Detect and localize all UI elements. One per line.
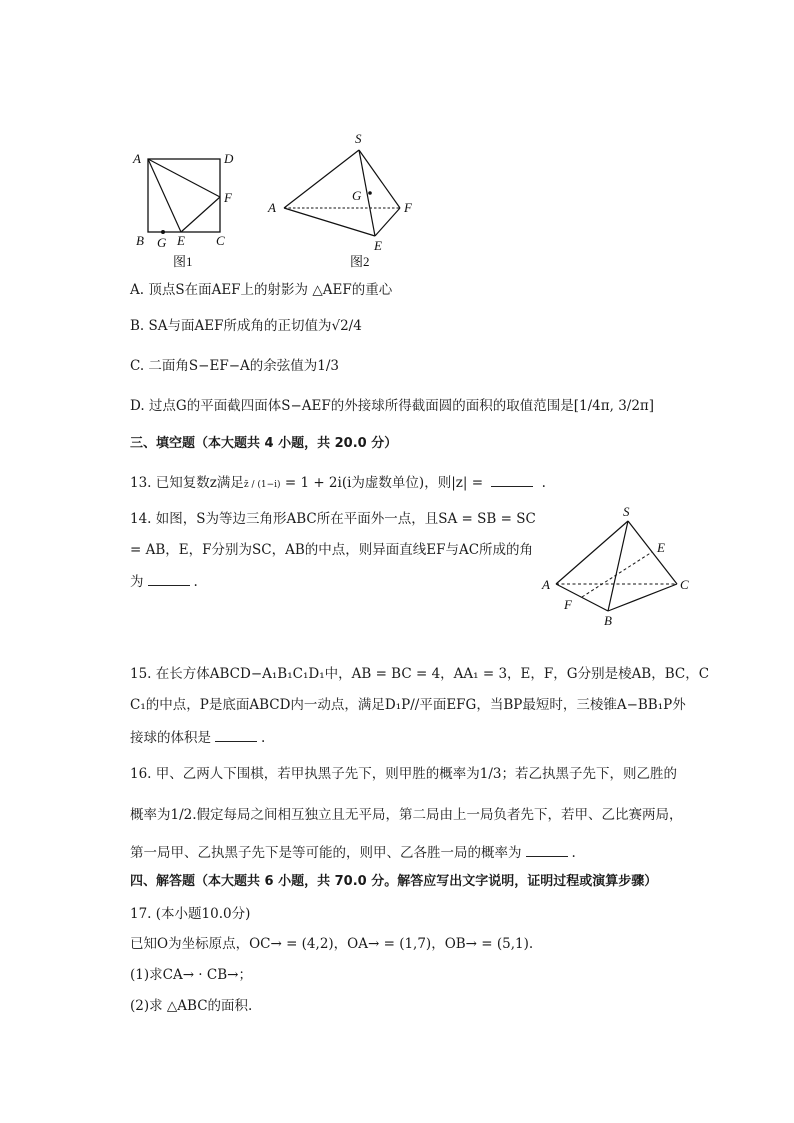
fig1-label-c: C [216, 233, 225, 248]
fig3-label-s: S [623, 505, 630, 519]
fig1-label-e: E [177, 233, 185, 248]
q13-text-b: = 1 + 2i(i为虚数单位)，则|z| = [284, 475, 483, 491]
q16-answer-blank[interactable] [526, 842, 568, 857]
q15-line-2: C₁的中点，P是底面ABCD内一动点，满足D₁P//平面EFG，当BP最短时，三棱锥A−BB₁P外 [130, 697, 686, 713]
q14-line-3 [130, 571, 198, 592]
q15-text: 接球的体积是 [130, 730, 211, 746]
fig1-label-d: D [224, 151, 234, 166]
question-13 [130, 472, 546, 495]
fig1-caption: 图1 [173, 254, 193, 269]
option-b: B. SA与面AEF所成角的正切值为√2/4 [130, 318, 362, 334]
q17-part-1: (1)求CA→ · CB→； [130, 967, 252, 983]
fig2-label-g: G [352, 188, 362, 203]
fig2-label-e: E [374, 238, 382, 253]
figure-2 [262, 128, 422, 273]
q17-part-2: (2)求 △ABC的面积. [130, 998, 253, 1014]
figure-3 [536, 505, 696, 630]
q16-end: . [571, 845, 576, 861]
q16-line-3 [130, 842, 576, 863]
fig3-label-b: B [604, 613, 612, 628]
q15-end: . [261, 730, 266, 746]
fig1-label-g: G [157, 235, 167, 250]
q17-given: 已知O为坐标原点，OC→ = (4,2)，OA→ = (1,7)，OB→ = (5,1). [130, 936, 534, 952]
q13-end: . [541, 475, 546, 491]
fig3-label-e: E [657, 540, 665, 555]
q13-answer-blank[interactable] [491, 472, 533, 487]
fig3-label-a: A [542, 577, 550, 592]
fig2-label-f: F [404, 200, 412, 215]
fig3-label-f: F [564, 597, 572, 612]
q14-line-1: 14. 如图，S为等边三角形ABC所在平面外一点，且SA = SB = SC [130, 511, 536, 527]
q16-line-1: 16. 甲、乙两人下围棋，若甲执黑子先下，则甲胜的概率为1/3；若乙执黑子先下，则乙胜的 [130, 766, 677, 782]
fig2-label-s: S [355, 131, 362, 146]
q14-answer-blank[interactable] [148, 571, 190, 586]
fig1-label-b: B [136, 233, 144, 248]
fig2-caption: 图2 [350, 254, 370, 269]
q14-line-2: = AB，E，F分别为SC，AB的中点，则异面直线EF与AC所成的角 [130, 542, 534, 558]
fig2-label-a: A [268, 200, 276, 215]
q15-line-3 [130, 727, 265, 748]
fig1-label-a: A [133, 151, 141, 166]
q15-line-1: 15. 在长方体ABCD−A₁B₁C₁D₁中，AB = BC = 4，AA₁ = 3，E，F，G分别是棱AB，BC，C [130, 666, 710, 682]
q15-answer-blank[interactable] [215, 727, 257, 742]
section-4-heading: 四、解答题（本大题共 6 小题，共 70.0 分。解答应写出文字说明，证明过程或演算步骤） [130, 874, 658, 889]
q13-text-a: 13. 已知复数z满足 [130, 475, 244, 491]
figure-1 [128, 140, 248, 275]
fig3-label-c: C [680, 577, 689, 592]
q17-header: 17. (本小题10.0分) [130, 906, 251, 922]
fig1-label-f: F [224, 190, 232, 205]
option-a: A. 顶点S在面AEF上的射影为 △AEF的重心 [130, 282, 393, 298]
q14-text: 为 [130, 574, 144, 590]
q13-fraction: z̄ / (1−i) [243, 480, 281, 490]
q16-line-2: 概率为1/2.假定每局之间相互独立且无平局，第二局由上一局负者先下，若甲、乙比赛两局， [130, 807, 683, 823]
q16-text: 第一局甲、乙执黑子先下是等可能的，则甲、乙各胜一局的概率为 [130, 845, 522, 861]
section-3-heading: 三、填空题（本大题共 4 小题，共 20.0 分） [130, 436, 398, 451]
option-d: D. 过点G的平面截四面体S−AEF的外接球所得截面圆的面积的取值范围是[1/4π, 3/2π] [130, 398, 655, 414]
q14-end: . [193, 574, 198, 590]
option-c: C. 二面角S−EF−A的余弦值为1/3 [130, 358, 339, 374]
